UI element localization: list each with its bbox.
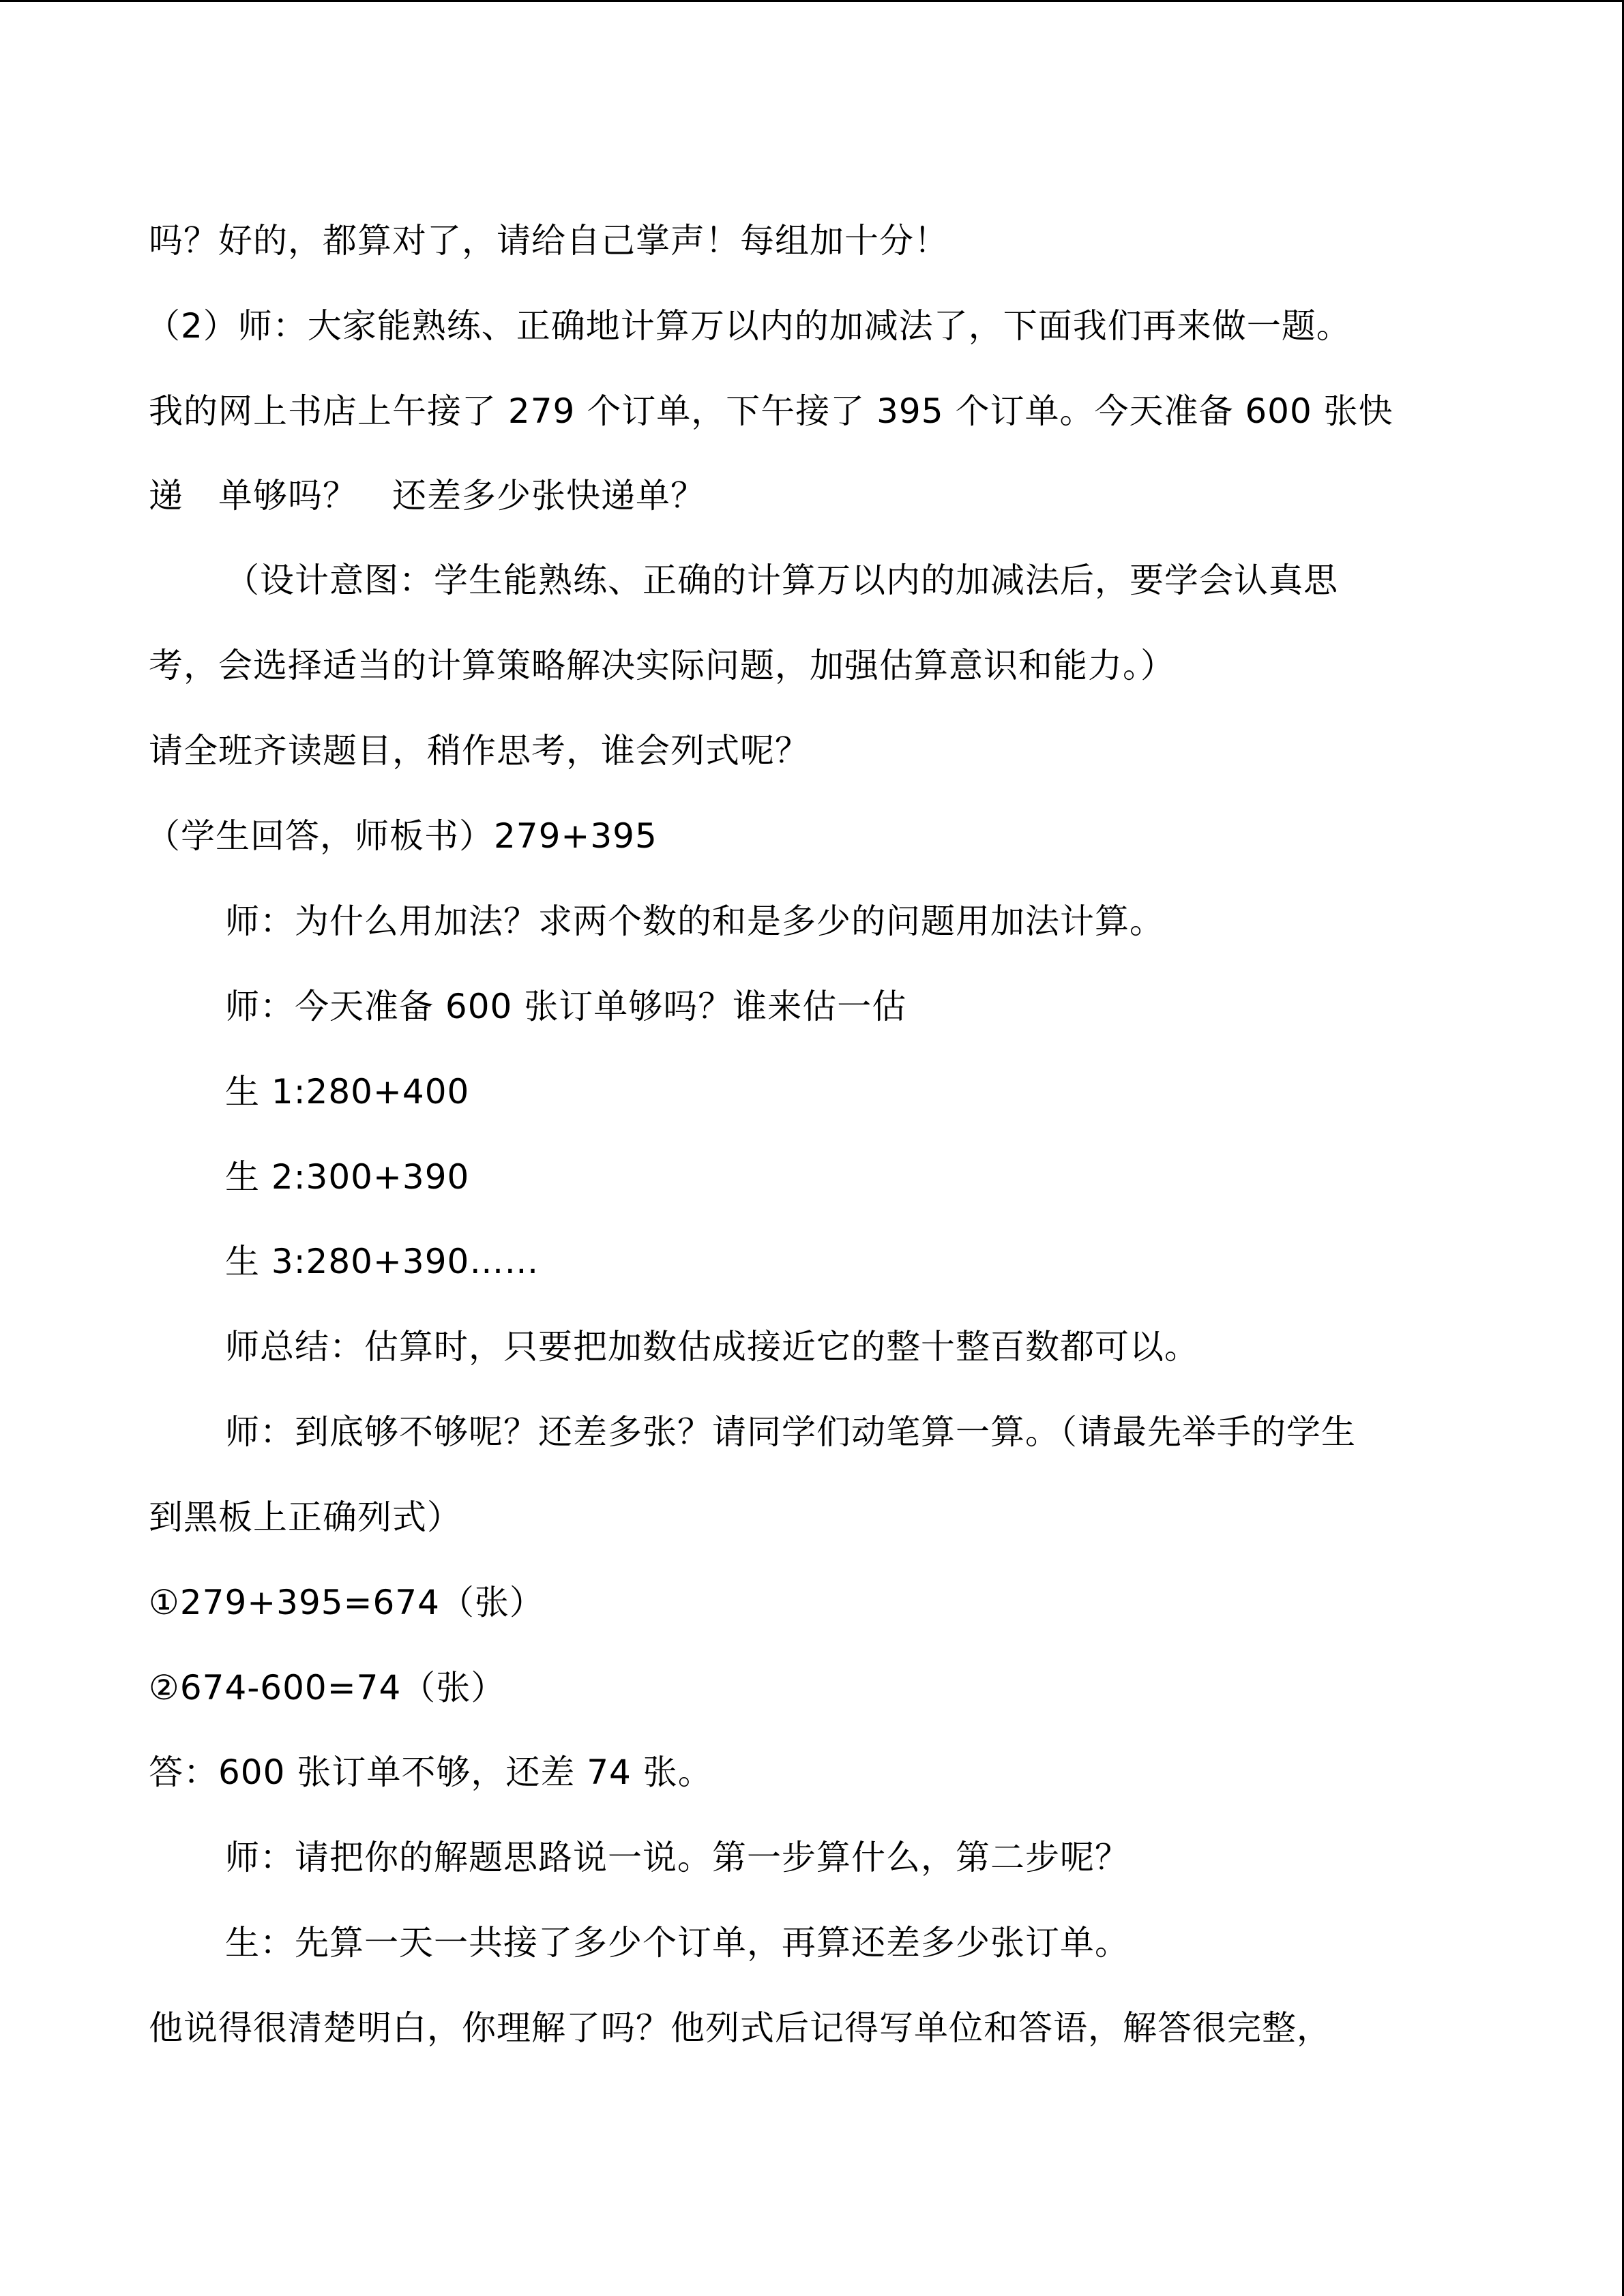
text-line-1: 吗？好的，都算对了，请给自己掌声！每组加十分！: [149, 221, 949, 260]
text-line-19: 答：600 张订单不够，还差 74 张。: [149, 1753, 713, 1792]
text-line-20: 师：请把你的解题思路说一说。第一步算什么，第二步呢？: [225, 1838, 1130, 1877]
text-line-22: 他说得很清楚明白，你理解了吗？他列式后记得写单位和答语，解答很完整，: [149, 2008, 1331, 2048]
text-line-17: ①279+395=674（张）: [149, 1583, 544, 1622]
text-line-5: （设计意图：学生能熟练、正确的计算万以内的加减法后，要学会认真思: [225, 561, 1338, 600]
text-line-9: 师：为什么用加法？求两个数的和是多少的问题用加法计算。: [225, 901, 1164, 941]
text-line-6: 考，会选择适当的计算策略解决实际问题，加强估算意识和能力。）: [149, 646, 1175, 685]
text-line-21: 生：先算一天一共接了多少个订单，再算还差多少张订单。: [225, 1923, 1130, 1963]
text-line-14: 师总结：估算时，只要把加数估成接近它的整十整百数都可以。: [225, 1327, 1199, 1367]
text-line-12: 生 2:300+390: [225, 1157, 470, 1197]
text-line-2: （2）师：大家能熟练、正确地计算万以内的加减法了，下面我们再来做一题。: [146, 306, 1351, 346]
text-line-8: （学生回答，师板书）279+395: [146, 816, 658, 856]
text-line-13: 生 3:280+390……: [225, 1242, 540, 1281]
text-line-11: 生 1:280+400: [225, 1072, 470, 1112]
text-line-7: 请全班齐读题目，稍作思考，谁会列式呢？: [149, 731, 810, 771]
text-line-10: 师：今天准备 600 张订单够吗？谁来估一估: [225, 987, 907, 1026]
text-line-4: 递 单够吗？ 还差多少张快递单？: [149, 476, 705, 516]
text-line-3: 我的网上书店上午接了 279 个订单，下午接了 395 个订单。今天准备 600 张快: [149, 391, 1393, 431]
text-line-18: ②674-600=74（张）: [149, 1668, 506, 1708]
text-line-15: 师：到底够不够呢？还差多张？请同学们动笔算一算。（请最先举手的学生: [225, 1412, 1356, 1452]
text-line-16: 到黑板上正确列式）: [149, 1497, 462, 1537]
